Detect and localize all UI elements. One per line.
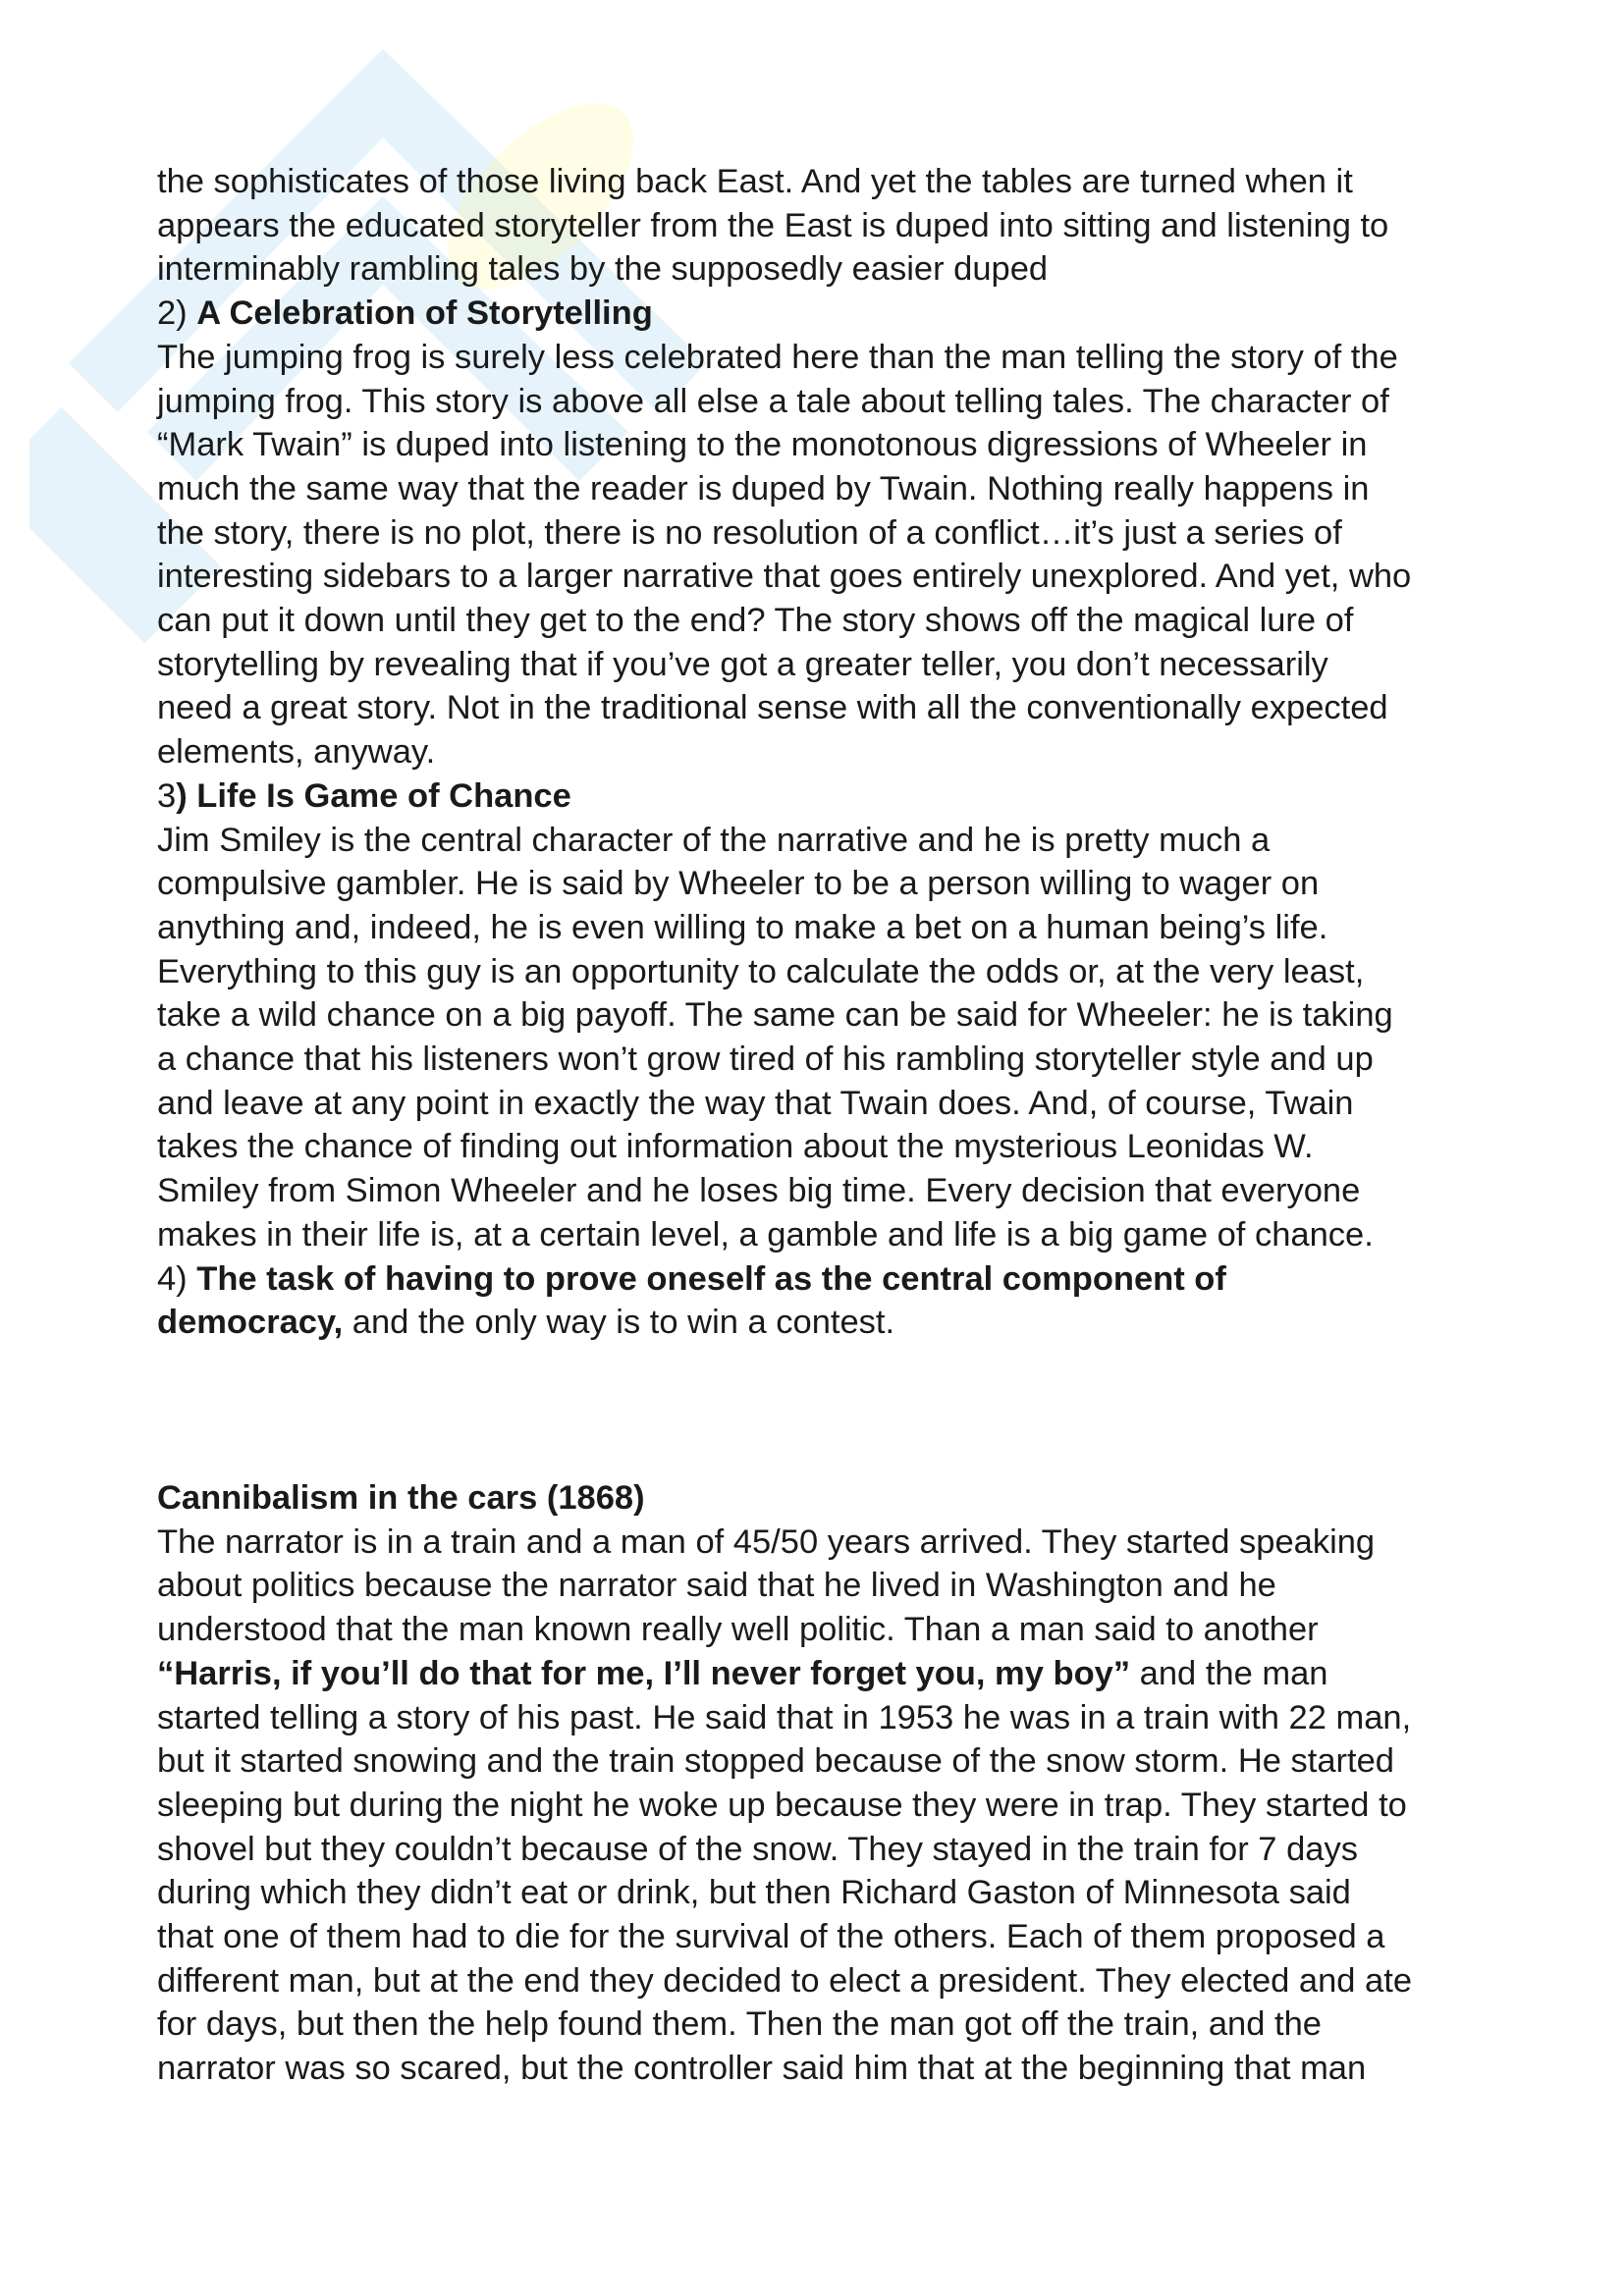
paragraph-line: sleeping but during the night he woke up because they were in trap. They started to xyxy=(157,1786,1407,1824)
paragraph-line: the story, there is no plot, there is no resolution of a conflict…it’s just a series of xyxy=(157,513,1342,552)
paragraph-line: Jim Smiley is the central character of the narrative and he is pretty much a xyxy=(157,821,1271,859)
section-spacer xyxy=(157,1345,1492,1476)
section-title-text: Cannibalism in the cars (1868) xyxy=(157,1478,645,1517)
paragraph-line: “Mark Twain” is duped into listening to the monotonous digressions of Wheeler in xyxy=(157,426,1368,464)
paragraph-line: elements, anyway. xyxy=(157,733,436,772)
theme-title: A Celebration of Storytelling xyxy=(196,294,653,333)
theme-number: 4) xyxy=(157,1259,197,1298)
paragraph-line: Smiley from Simon Wheeler and he loses big time. Every decision that everyone xyxy=(157,1172,1361,1210)
theme-title-line1: The task of having to prove oneself as the central component of xyxy=(196,1259,1226,1298)
paragraph-line: makes in their life is, at a certain level, a gamble and life is a big game of chance. xyxy=(157,1215,1374,1254)
section-cannibalism-in-the-cars xyxy=(157,1476,1492,2091)
paragraph-line: the sophisticates of those living back East. And yet the tables are turned when it xyxy=(157,163,1353,200)
document-page xyxy=(157,160,1492,2091)
paragraph-line: The jumping frog is surely less celebrated here than the man telling the story of the xyxy=(157,338,1398,376)
theme-title-line2: democracy, xyxy=(157,1304,344,1342)
paragraph-line: and leave at any point in exactly the way that Twain does. And, of course, Twain xyxy=(157,1084,1354,1122)
paragraph-line: a chance that his listeners won’t grow tired of his rambling storyteller style and up xyxy=(157,1041,1374,1079)
theme-number: 2) xyxy=(157,294,197,333)
paragraph-line: The narrator is in a train and a man of 45/50 years arrived. They started speaking xyxy=(157,1522,1376,1561)
paragraph-line: about politics because the narrator said that he lived in Washington and he xyxy=(157,1567,1276,1605)
paragraph-line: much the same way that the reader is duped by Twain. Nothing really happens in xyxy=(157,469,1370,507)
section-title xyxy=(157,1476,1492,1521)
theme-heading xyxy=(157,292,1492,336)
theme-number: 3 xyxy=(157,776,177,815)
paragraph-line: takes the chance of finding out information about the mysterious Leonidas W. xyxy=(157,1128,1314,1166)
paragraph-line: compulsive gambler. He is said by Wheeler to be a person willing to wager on xyxy=(157,865,1320,903)
paragraph-line: different man, but at the end they decided to elect a president. They elected and ate xyxy=(157,1961,1413,2000)
section-storytelling-intro xyxy=(157,160,1492,292)
paragraph-line: interesting sidebars to a larger narrative that goes entirely unexplored. And yet, who xyxy=(157,558,1412,596)
paragraph-line xyxy=(157,1301,1492,1345)
paragraph-line: started telling a story of his past. He said that in 1953 he was in a train with 22 man, xyxy=(157,1698,1412,1736)
quote-continuation: and the man xyxy=(1130,1654,1328,1692)
paragraph-line: Everything to this guy is an opportunity to calculate the odds or, at the very least, xyxy=(157,952,1365,990)
paragraph-line: that one of them had to die for the survival of the others. Each of them proposed a xyxy=(157,1918,1385,1956)
paragraph-line xyxy=(157,1652,1492,1696)
theme-heading xyxy=(157,1257,1492,1302)
quote-text: “Harris, if you’ll do that for me, I’ll never forget you, my boy” xyxy=(157,1654,1131,1692)
paragraph-line: interminably rambling tales by the supposedly easier duped xyxy=(157,250,1049,289)
paragraph-line: jumping frog. This story is above all else a tale about telling tales. The character of xyxy=(157,382,1389,420)
paragraph-line: can put it down until they get to the end? The story shows off the magical lure of xyxy=(157,602,1354,640)
paragraph-line: understood that the man known really well politic. Than a man said to another xyxy=(157,1611,1319,1649)
theme-celebration-of-storytelling xyxy=(157,292,1492,774)
paragraph-line: need a great story. Not in the traditional sense with all the conventionally expected xyxy=(157,689,1388,727)
paragraph-line: shovel but they couldn’t because of the snow. They stayed in the train for 7 days xyxy=(157,1830,1358,1868)
paragraph-line: during which they didn’t eat or drink, but then Richard Gaston of Minnesota said xyxy=(157,1874,1351,1912)
theme-title: ) Life Is Game of Chance xyxy=(176,776,571,815)
theme-life-is-game-of-chance xyxy=(157,774,1492,1257)
paragraph-line: but it started snowing and the train stopped because of the snow storm. He started xyxy=(157,1742,1394,1781)
paragraph-line: storytelling by revealing that if you’ve got a greater teller, you don’t necessarily xyxy=(157,645,1328,683)
theme-prove-oneself xyxy=(157,1257,1492,1345)
paragraph-line: for days, but then the help found them. Then the man got off the train, and the xyxy=(157,2005,1322,2044)
paragraph-line: narrator was so scared, but the controller said him that at the beginning that man xyxy=(157,2050,1367,2088)
paragraph-line: appears the educated storyteller from the East is duped into sitting and listening to xyxy=(157,206,1389,244)
paragraph-line: anything and, indeed, he is even willing to make a bet on a human being’s life. xyxy=(157,908,1328,946)
paragraph-line: take a wild chance on a big payoff. The same can be said for Wheeler: he is taking xyxy=(157,996,1393,1035)
theme-text: and the only way is to win a contest. xyxy=(343,1304,895,1342)
theme-heading xyxy=(157,774,1492,819)
